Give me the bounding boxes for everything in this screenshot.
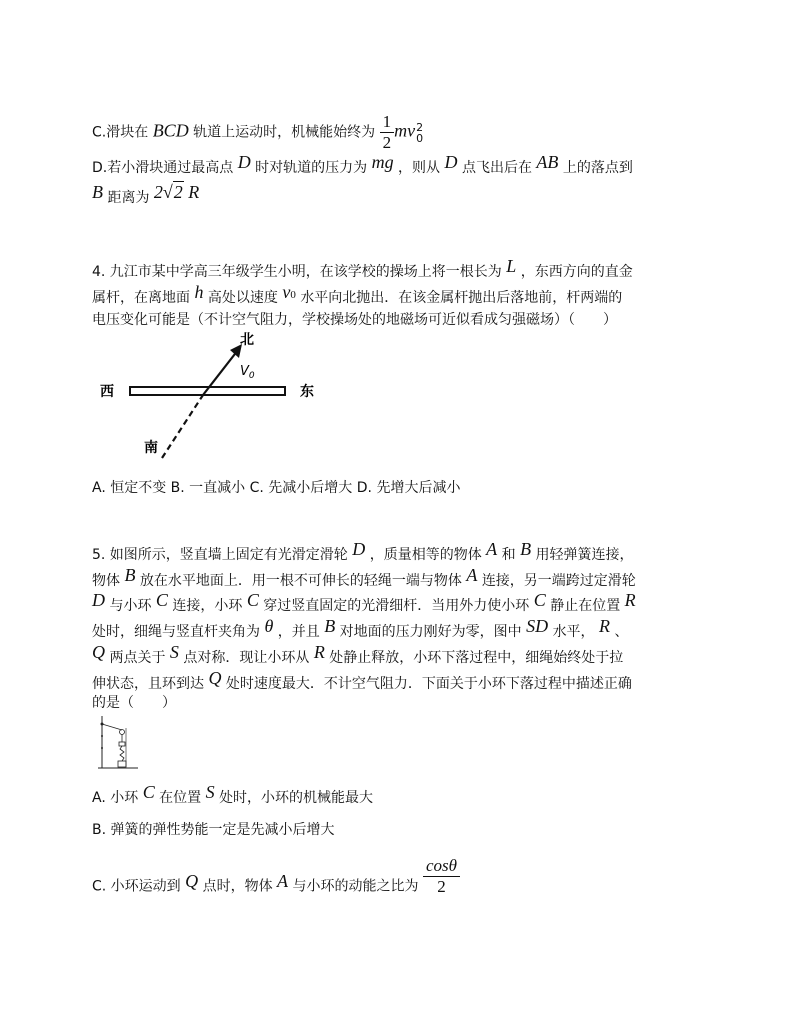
- expr-2-sqrt2-r: 2√2 R: [153, 182, 200, 202]
- label-west: 西: [100, 384, 114, 400]
- spring-icon: [120, 746, 124, 761]
- q5-option-b: B. 弹簧的弹性势能一定是先减小后增大: [92, 822, 335, 838]
- q5-pulley-diagram: [96, 716, 140, 770]
- block-b-icon: [118, 761, 126, 767]
- q5-line5: Q 两点关于 S 点对称．现让小环从 R 处静止释放，小环下落过程中，细绳始终处于拉: [92, 642, 624, 666]
- q3-optc-text: C.滑块在: [92, 124, 149, 141]
- label-east: 东: [300, 384, 314, 400]
- label-v0: $V_0$: [240, 364, 255, 381]
- q5-line6: 伸状态，且环到达 Q 处时速度最大．不计空气阻力．下面关于小环下落过程中描述正确: [92, 668, 632, 692]
- q3-option-d-line2: B 距离为 2√2 R: [92, 182, 200, 206]
- ring-c-icon: [101, 723, 104, 726]
- fraction-cos-theta-over-2: $\frac{\cos\theta}{2}$: [423, 856, 460, 897]
- rope-line: [102, 724, 122, 730]
- block-a-icon: [119, 742, 125, 746]
- q5-line1: 5. 如图所示，竖直墙上固定有光滑定滑轮 D ，质量相等的物体 A 和 B 用轻弹簧连接，: [92, 539, 634, 563]
- q4-rod-diagram: [90, 328, 330, 468]
- q3-option-d-line1: D.若小滑块通过最高点 D 时对轨道的压力为 mg ，则从 D 点飞出后在 AB 上的落点到: [92, 152, 633, 176]
- var-d: D: [444, 152, 458, 172]
- var-b: B: [92, 182, 103, 202]
- q5-option-a: A. 小环 C 在位置 S 处时，小环的机械能最大: [92, 782, 374, 806]
- var-ab: AB: [536, 152, 559, 172]
- q5-option-c: C. 小环运动到 Q 点时，物体 A 与小环的动能之比为 $\frac{\cos\theta}{2}$: [92, 866, 460, 907]
- q3-optc-text-2: 轨道上运动时，机械能始终为: [193, 124, 376, 141]
- q5-line4: 处时，细绳与竖直杆夹角为 θ ，并且 B 对地面的压力刚好为零，图中 SD 水平， R 、: [92, 616, 629, 640]
- pulley-d-icon: [120, 730, 125, 735]
- expr-mv: mv: [394, 120, 416, 141]
- q5-line2: 物体 B 放在水平地面上．用一根不可伸长的轻绳一端与物体 A 连接，另一端跨过定滑轮: [92, 565, 636, 589]
- q3-option-c: [92, 112, 423, 153]
- q4-line2: 属杆，在离地面 h 高处以速度 v0 水平向北抛出．在该金属杆抛出后落地前，杆两端的: [92, 282, 623, 306]
- q4-line3: 电压变化可能是（不计空气阻力，学校操场处的地磁场可近似看成匀强磁场）（ ）: [92, 312, 617, 328]
- label-south: 南: [144, 440, 158, 456]
- label-north: 北: [240, 332, 254, 348]
- var-l: L: [506, 256, 517, 276]
- fraction-half: $\frac{1}{2}$: [380, 112, 395, 153]
- q5-line7: 的是（ ）: [92, 695, 176, 711]
- var-h: h: [194, 282, 204, 302]
- q4-line1: 4. 九江市某中学高三年级学生小明，在该学校的操场上将一根长为 L ，东西方向的直金: [92, 256, 633, 280]
- var-mg: mg: [371, 152, 394, 172]
- q5-line3: D 与小环 C 连接，小环 C 穿过竖直固定的光滑细杆．当用外力使小环 C 静止在位置 R: [92, 590, 636, 614]
- sup-sub-2-0: 2 0: [416, 120, 424, 145]
- var-v0: v0: [282, 282, 296, 302]
- var-bcd: BCD: [152, 120, 189, 141]
- south-dashed-line: [162, 395, 203, 458]
- var-d: D: [237, 152, 251, 172]
- q4-options: A. 恒定不变 B. 一直减小 C. 先减小后增大 D. 先增大后减小: [92, 480, 461, 496]
